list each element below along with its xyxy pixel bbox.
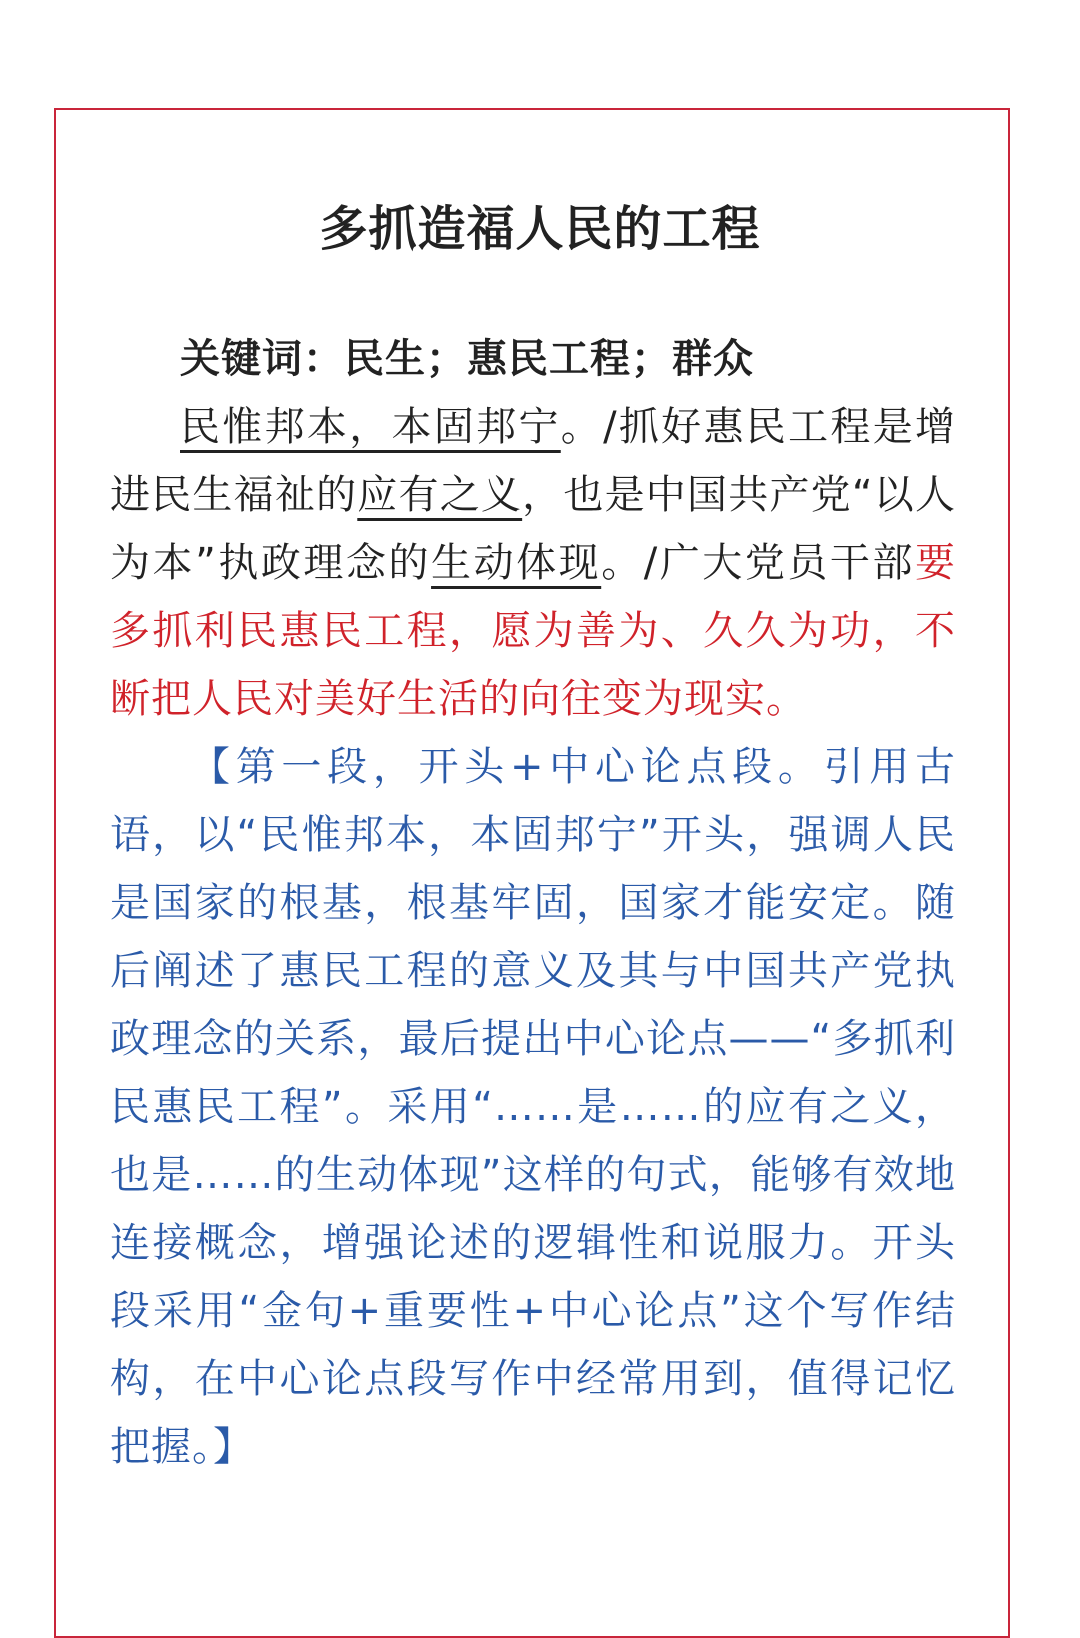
quote-underlined: 民惟邦本，本固邦宁	[180, 404, 561, 450]
analysis-note: 【第一段，开头+中心论点段。引用古语，以“民惟邦本，本固邦宁”开头，强调人民是国家的根基，根基牢固，国家才能安定。随后阐述了惠民工程的意义及其与中国共产党执政理念的关系，最后提出中心论点——“多抓利民惠民工程”。采用“……是……的应有之义，也是……的生动体现”这样的句式，能够有效地连接概念，增强论述的逻辑性和说服力。开头段采用“金句+重要性+中心论点”这个写作结构，在中心论点段写作中经常用到，值得记忆把握。】	[110, 744, 956, 1470]
text-segment: 。/抓好惠民工程是增进民生福祉的	[110, 404, 956, 518]
page-title: 多抓造福人民的工程	[319, 201, 761, 257]
main-paragraph	[110, 393, 956, 733]
text-segment: ，也是中国共产党“以人为本”执政理念的	[110, 472, 956, 586]
phrase-underlined: 应有之义	[357, 472, 523, 518]
highlighted-thesis: 要多抓利民惠民工程，愿为善为、久久为功，不断把人民对美好生活的向往变为现实。	[110, 540, 956, 722]
phrase-underlined: 生动体现	[431, 540, 602, 586]
keywords-line: 关键词：民生；惠民工程；群众	[180, 336, 754, 382]
text-segment: 。/广大党员干部	[601, 540, 915, 586]
article-body	[110, 325, 956, 1481]
